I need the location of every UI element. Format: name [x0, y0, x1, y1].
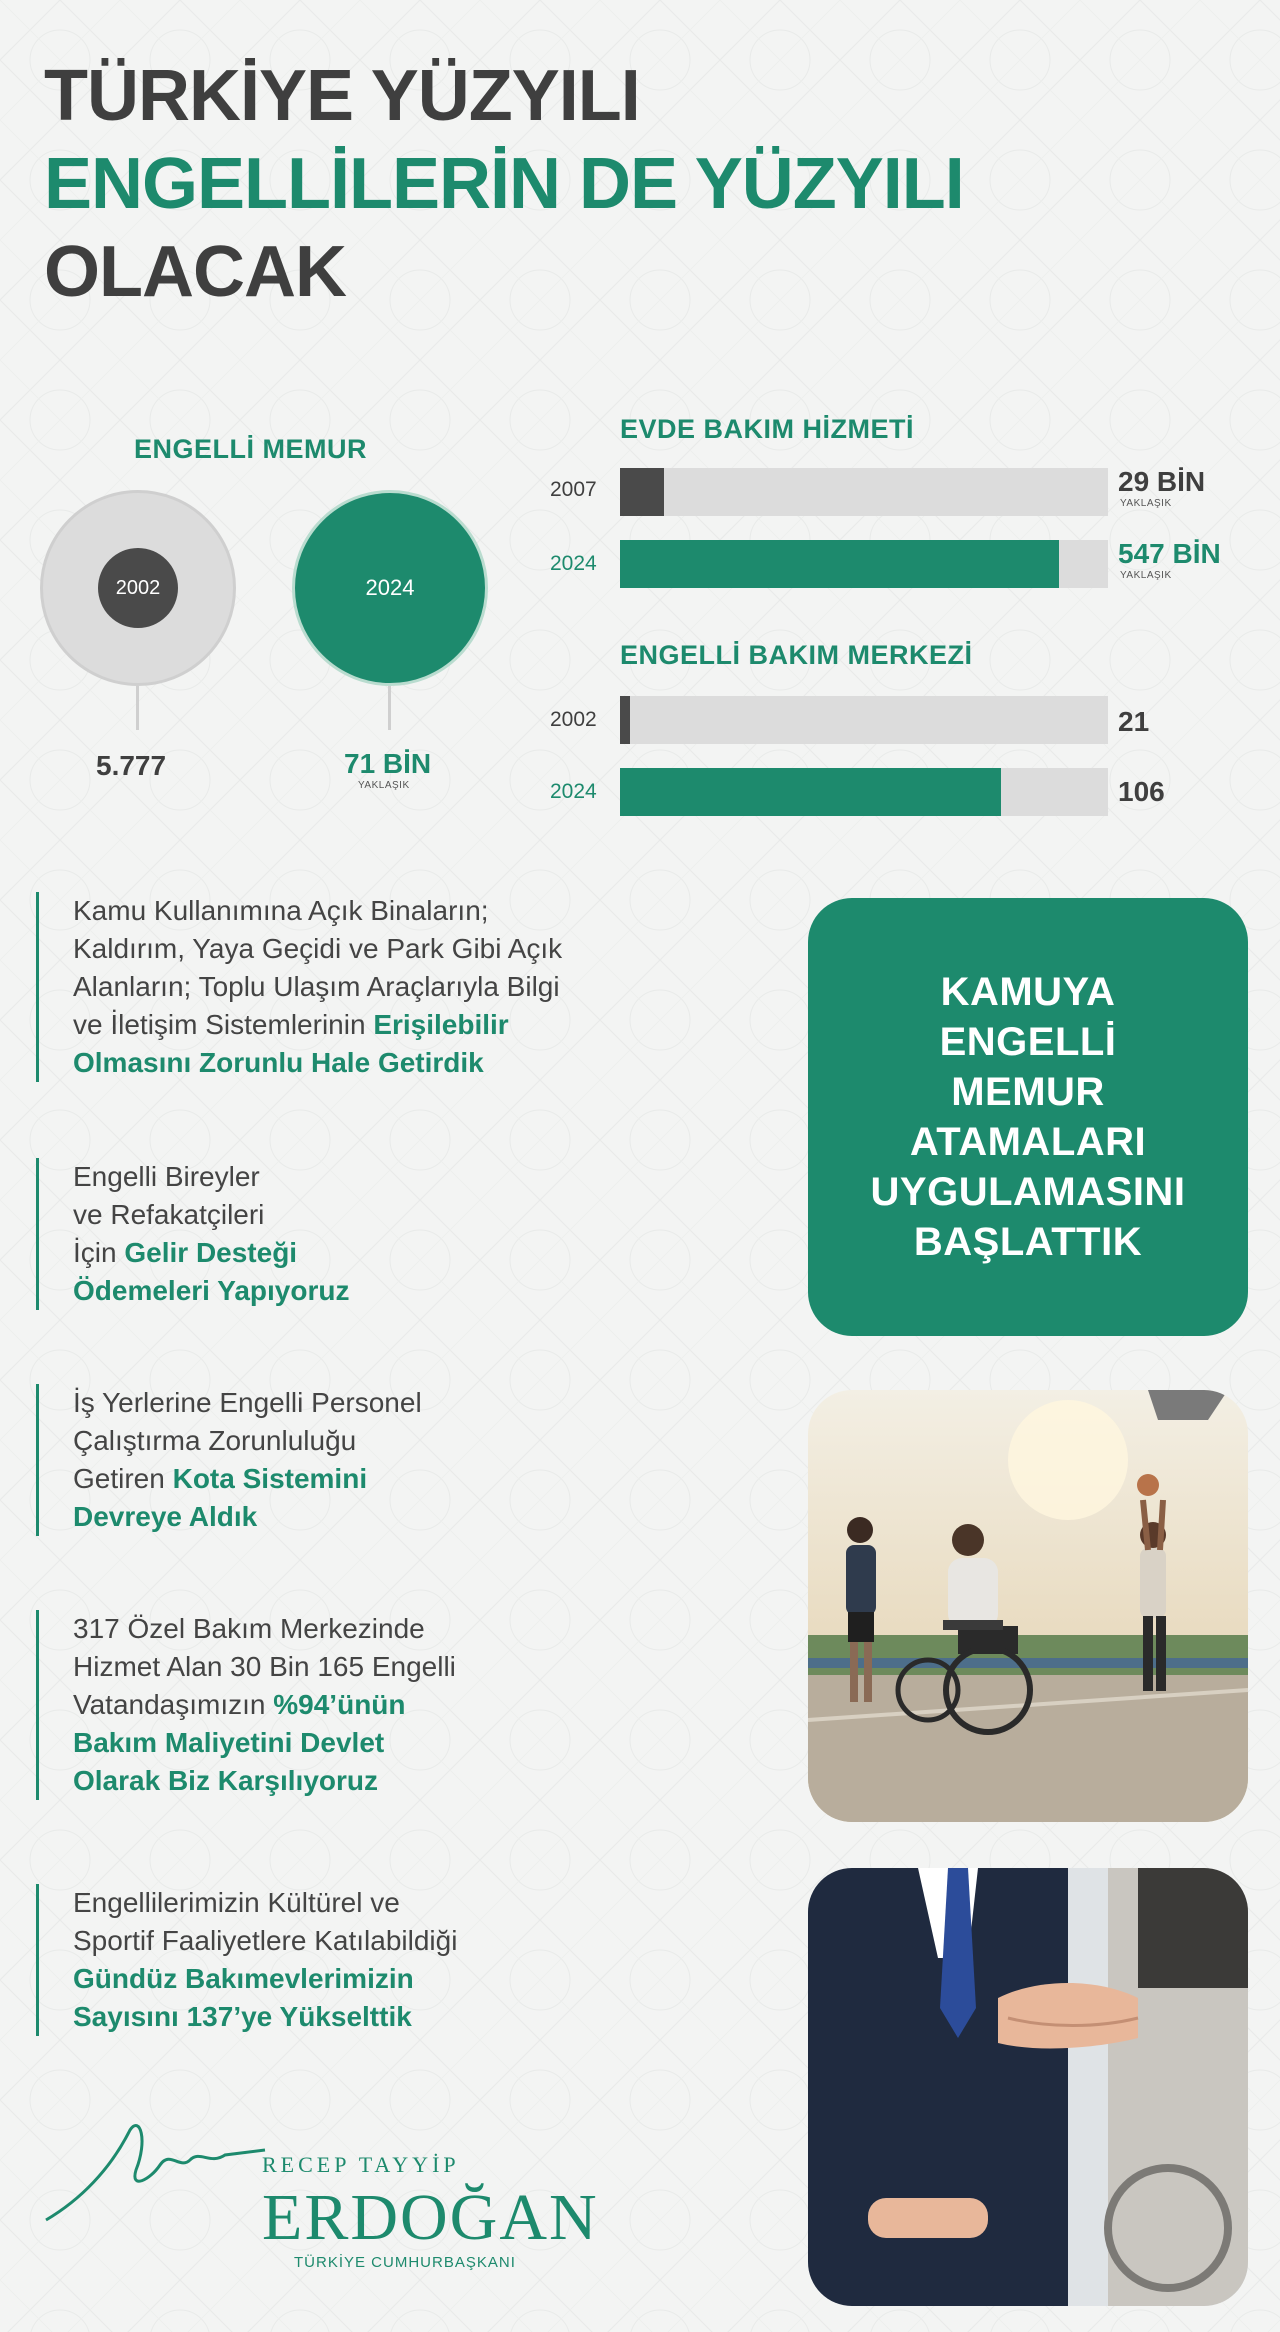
bakim-merkezi-label: ENGELLİ BAKIM MERKEZİ — [620, 640, 973, 670]
page-title — [44, 52, 964, 316]
block1-line1: Kamu Kullanımına Açık Binaların; — [73, 895, 489, 926]
block4-line3-text: Vatandaşımızın — [73, 1689, 274, 1720]
block5-line4-highlight: Sayısını 137’ye Yükselttik — [73, 2001, 412, 2032]
block2-line4-highlight: Ödemeleri Yapıyoruz — [73, 1275, 350, 1306]
memur-2002-year: 2002 — [98, 548, 178, 628]
handshake-photo — [808, 1868, 1248, 2306]
memur-atama-card — [808, 898, 1248, 1336]
memur-2024-stem — [388, 686, 391, 730]
text-block-bakim-maliyeti — [36, 1610, 456, 1800]
evde-bakim-2024-value: 547 BİN — [1118, 538, 1221, 569]
memur-section-label: ENGELLİ MEMUR — [134, 434, 367, 464]
card-line-5: UYGULAMASINI — [870, 1170, 1186, 1214]
evde-bakim-2007-note: YAKLAŞIK — [1120, 498, 1172, 509]
block3-line2: Çalıştırma Zorunluluğu — [73, 1425, 357, 1456]
bakim-merkezi-2024-year: 2024 — [550, 780, 597, 803]
bakim-merkezi-2002-value: 21 — [1118, 706, 1150, 737]
text-block-gunduz-bakimevleri — [36, 1884, 457, 2036]
block2-line2: ve Refakatçileri — [73, 1199, 265, 1230]
memur-2024-circle — [292, 490, 488, 686]
signature-subtitle: TÜRKİYE CUMHURBAŞKANI — [294, 2254, 516, 2271]
block1-line5-highlight: Olmasını Zorunlu Hale Getirdik — [73, 1047, 484, 1078]
memur-2024-year: 2024 — [365, 575, 415, 600]
block4-line1: 317 Özel Bakım Merkezinde — [73, 1613, 425, 1644]
memur-2002-circle — [40, 490, 236, 686]
block2-line1: Engelli Bireyler — [73, 1161, 260, 1192]
card-line-3: MEMUR — [951, 1070, 1105, 1114]
block1-line4-highlight: Erişilebilir — [373, 1009, 509, 1040]
block3-line3-text: Getiren — [73, 1463, 173, 1494]
bakim-merkezi-2024-bar — [620, 768, 1108, 816]
evde-bakim-2024-fill — [620, 540, 1059, 588]
text-block-gelir-destegi — [36, 1158, 350, 1310]
bakim-merkezi-2002-fill — [620, 696, 630, 744]
block3-line1: İş Yerlerine Engelli Personel — [73, 1387, 422, 1418]
signature-last-name: ERDOĞAN — [262, 2181, 599, 2254]
evde-bakim-2007-fill — [620, 468, 664, 516]
block1-line4 — [73, 1006, 562, 1044]
evde-bakim-2024-note: YAKLAŞIK — [1120, 570, 1172, 581]
evde-bakim-2007-year: 2007 — [550, 478, 597, 501]
signature-first-name: RECEP TAYYİP — [262, 2152, 460, 2177]
text-block-kota-sistemi — [36, 1384, 422, 1536]
evde-bakim-2024-year: 2024 — [550, 552, 597, 575]
memur-2024-note: YAKLAŞIK — [358, 780, 410, 791]
evde-bakim-2007-bar — [620, 468, 1108, 516]
memur-2002-value: 5.777 — [96, 750, 167, 781]
bakim-merkezi-2024-value: 106 — [1118, 776, 1165, 807]
block2-line3-text: İçin — [73, 1237, 125, 1268]
title-line-1: TÜRKİYE YÜZYILI — [44, 56, 640, 136]
evde-bakim-2024-bar — [620, 540, 1108, 588]
bakim-merkezi-2002-year: 2002 — [550, 708, 597, 731]
block2-line3 — [73, 1234, 350, 1272]
memur-2024-value: 71 BİN — [344, 748, 432, 779]
card-line-6: BAŞLATTIK — [913, 1220, 1143, 1264]
evde-bakim-label: EVDE BAKIM HİZMETİ — [620, 414, 915, 444]
block4-line3-highlight: %94’ünün — [273, 1689, 406, 1720]
wheelchair-basketball-illustration — [808, 1390, 1248, 1822]
block4-line4-highlight: Bakım Maliyetini Devlet — [73, 1727, 385, 1758]
title-line-2: ENGELLİLERİN DE YÜZYILI — [44, 144, 964, 224]
text-block-erisilebilirlik — [36, 892, 562, 1082]
card-line-2: ENGELLİ — [939, 1020, 1117, 1064]
block1-line3: Alanların; Toplu Ulaşım Araçlarıyla Bilgi — [73, 971, 560, 1002]
block4-line3 — [73, 1686, 456, 1724]
block3-line4-highlight: Devreye Aldık — [73, 1501, 258, 1532]
evde-bakim-2007-value: 29 BİN — [1118, 466, 1206, 497]
block3-line3 — [73, 1460, 422, 1498]
signature-scribble — [40, 2110, 270, 2230]
bakim-merkezi-2024-fill — [620, 768, 1001, 816]
block5-line1: Engellilerimizin Kültürel ve — [73, 1887, 400, 1918]
handshake-illustration — [808, 1868, 1248, 2306]
block3-line3-highlight: Kota Sistemini — [172, 1463, 368, 1494]
block1-line4-text: ve İletişim Sistemlerinin — [73, 1009, 374, 1040]
card-line-4: ATAMALARI — [909, 1120, 1147, 1164]
wheelchair-basketball-photo — [808, 1390, 1248, 1822]
title-line-3: OLACAK — [44, 232, 346, 312]
block4-line5-highlight: Olarak Biz Karşılıyoruz — [73, 1765, 379, 1796]
memur-2002-stem — [136, 686, 139, 730]
block2-line3-highlight: Gelir Desteği — [124, 1237, 298, 1268]
bakim-merkezi-2002-bar — [620, 696, 1108, 744]
block5-line3-highlight: Gündüz Bakımevlerimizin — [73, 1963, 414, 1994]
card-line-1: KAMUYA — [940, 970, 1116, 1014]
block5-line2: Sportif Faaliyetlere Katılabildiği — [73, 1925, 458, 1956]
block4-line2: Hizmet Alan 30 Bin 165 Engelli — [73, 1651, 456, 1682]
block1-line2: Kaldırım, Yaya Geçidi ve Park Gibi Açık — [73, 933, 563, 964]
